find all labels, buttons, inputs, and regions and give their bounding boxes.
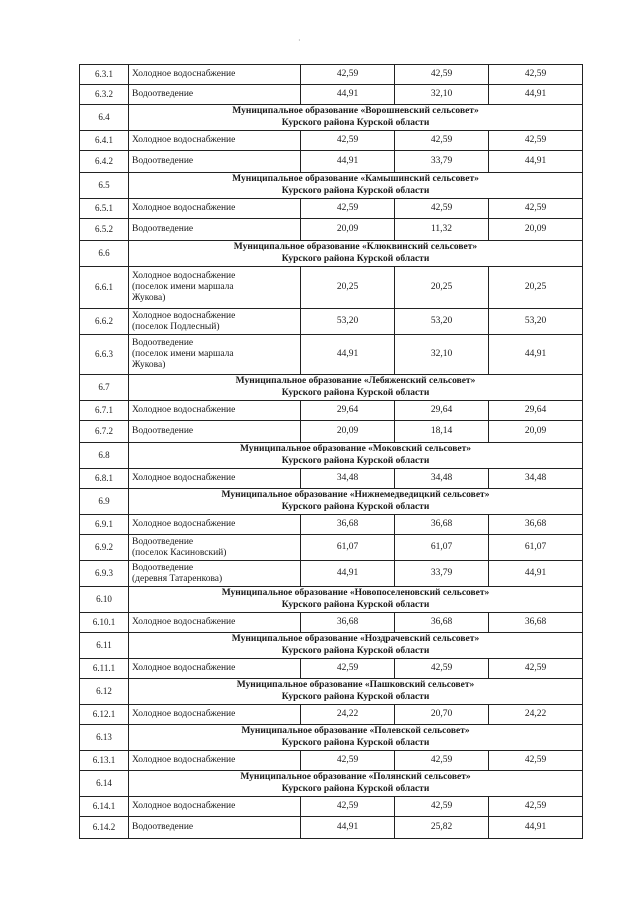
service-name-line: Холодное водоснабжение: [132, 801, 236, 811]
tariff-value: 44,91: [301, 335, 395, 375]
tariff-row: [80, 797, 583, 817]
tariff-row: [80, 535, 583, 561]
service-name: [129, 309, 301, 335]
section-title-line: Курского района Курской области: [281, 599, 430, 610]
service-name-line: Холодное водоснабжение: [132, 405, 236, 415]
tariff-value: 42,59: [489, 751, 583, 771]
row-number: 6.6: [80, 241, 129, 267]
tariff-row: [80, 267, 583, 309]
tariff-value: 36,68: [301, 613, 395, 633]
section-title-line: Муниципальное образование «Камышинский сельсовет»: [232, 174, 479, 184]
section-title-line: Муниципальное образование «Лебяженский сельсовет»: [235, 376, 476, 386]
service-name-line: (поселок Подлесный): [132, 321, 220, 332]
section-header-row: [80, 771, 583, 797]
section-title: [129, 241, 583, 267]
tariff-value: 29,64: [489, 401, 583, 421]
tariff-row: [80, 751, 583, 771]
tariff-value: 44,91: [489, 561, 583, 587]
row-number: 6.7.1: [80, 401, 129, 421]
scan-mark: ·: [298, 36, 301, 45]
tariff-value: 61,07: [301, 535, 395, 561]
tariff-value: 34,48: [301, 469, 395, 489]
row-number: 6.14.2: [80, 817, 129, 839]
row-number: 6.3.2: [80, 85, 129, 105]
tariff-row: [80, 309, 583, 335]
service-name-line: (поселок имени маршала: [132, 349, 234, 359]
service-name: [129, 85, 301, 105]
section-header-row: [80, 725, 583, 751]
service-name: [129, 613, 301, 633]
tariff-value: 61,07: [489, 535, 583, 561]
section-title-line: Муниципальное образование «Ворошневский сельсовет»: [232, 106, 479, 116]
tariff-value: 33,79: [395, 151, 489, 173]
section-header-row: [80, 375, 583, 401]
tariff-value: 34,48: [395, 469, 489, 489]
section-title-line: Курского района Курской области: [281, 455, 430, 466]
row-number: 6.12: [80, 679, 129, 705]
tariff-row: [80, 199, 583, 219]
row-number: 6.5.1: [80, 199, 129, 219]
tariff-value: 20,09: [489, 421, 583, 443]
row-number: 6.6.3: [80, 335, 129, 375]
service-name-line: Водоотведение: [132, 536, 194, 547]
section-title-line: Курского района Курской области: [281, 737, 430, 748]
tariff-row: [80, 85, 583, 105]
row-number: 6.14: [80, 771, 129, 797]
tariff-value: 42,59: [301, 797, 395, 817]
tariff-row: [80, 151, 583, 173]
section-title-line: Курского района Курской области: [281, 117, 430, 128]
tariff-value: 42,59: [489, 199, 583, 219]
tariff-value: 42,59: [395, 659, 489, 679]
tariff-value: 53,20: [395, 309, 489, 335]
service-name: [129, 421, 301, 443]
service-name: [129, 65, 301, 85]
tariff-value: 42,59: [301, 199, 395, 219]
row-number: 6.14.1: [80, 797, 129, 817]
tariff-value: 20,25: [395, 267, 489, 309]
service-name-line: Водоотведение: [132, 338, 194, 348]
tariff-value: 44,91: [489, 335, 583, 375]
tariff-table-body: [80, 65, 583, 839]
tariff-value: 29,64: [301, 401, 395, 421]
service-name: [129, 469, 301, 489]
section-title: [129, 633, 583, 659]
section-title-line: Муниципальное образование «Нижнемедведицкий сельсовет»: [221, 490, 490, 500]
service-name: [129, 705, 301, 725]
tariff-table: [79, 64, 583, 839]
section-title: [129, 771, 583, 797]
row-number: 6.11.1: [80, 659, 129, 679]
service-name-line: Холодное водоснабжение: [132, 69, 236, 79]
tariff-row: [80, 515, 583, 535]
section-header-row: [80, 587, 583, 613]
service-name: [129, 131, 301, 151]
section-title-line: Муниципальное образование «Новопоселеновский сельсовет»: [221, 588, 490, 598]
tariff-value: 42,59: [301, 65, 395, 85]
row-number: 6.7: [80, 375, 129, 401]
tariff-value: 42,59: [489, 797, 583, 817]
tariff-value: 20,09: [301, 421, 395, 443]
section-header-row: [80, 173, 583, 199]
section-title-line: Муниципальное образование «Ноздрачевский сельсовет»: [231, 634, 480, 644]
tariff-value: 42,59: [489, 659, 583, 679]
tariff-value: 36,68: [489, 613, 583, 633]
section-title-line: Муниципальное образование «Пашковский сельсовет»: [236, 680, 475, 690]
service-name: [129, 817, 301, 839]
tariff-value: 44,91: [301, 817, 395, 839]
tariff-value: 42,59: [395, 751, 489, 771]
service-name-line: Водоотведение: [132, 822, 194, 832]
service-name: [129, 199, 301, 219]
row-number: 6.4.1: [80, 131, 129, 151]
tariff-value: 42,59: [395, 131, 489, 151]
tariff-row: [80, 613, 583, 633]
tariff-value: 20,09: [301, 219, 395, 241]
tariff-value: 20,25: [301, 267, 395, 309]
section-title: [129, 375, 583, 401]
tariff-value: 44,91: [489, 151, 583, 173]
tariff-value: 36,68: [301, 515, 395, 535]
service-name: [129, 797, 301, 817]
tariff-value: 32,10: [395, 85, 489, 105]
section-title: [129, 679, 583, 705]
tariff-value: 44,91: [489, 817, 583, 839]
row-number: 6.5.2: [80, 219, 129, 241]
row-number: 6.4.2: [80, 151, 129, 173]
tariff-value: 44,91: [301, 561, 395, 587]
tariff-value: 36,68: [489, 515, 583, 535]
service-name-line: Холодное водоснабжение: [132, 617, 236, 627]
service-name-line: Холодное водоснабжение: [132, 135, 236, 145]
tariff-value: 53,20: [489, 309, 583, 335]
tariff-value: 20,25: [489, 267, 583, 309]
tariff-row: [80, 421, 583, 443]
row-number: 6.9: [80, 489, 129, 515]
service-name-line: Холодное водоснабжение: [132, 310, 236, 321]
tariff-row: [80, 131, 583, 151]
service-name: [129, 401, 301, 421]
service-name-line: Холодное водоснабжение: [132, 271, 236, 281]
row-number: 6.3.1: [80, 65, 129, 85]
row-number: 6.10: [80, 587, 129, 613]
row-number: 6.9.1: [80, 515, 129, 535]
tariff-value: 29,64: [395, 401, 489, 421]
service-name: [129, 659, 301, 679]
row-number: 6.8.1: [80, 469, 129, 489]
row-number: 6.6.1: [80, 267, 129, 309]
section-title: [129, 173, 583, 199]
tariff-value: 33,79: [395, 561, 489, 587]
section-header-row: [80, 443, 583, 469]
section-title-line: Курского района Курской области: [281, 253, 430, 264]
service-name-line: Холодное водоснабжение: [132, 203, 236, 213]
service-name-line: Жукова): [132, 293, 166, 303]
tariff-value: 44,91: [489, 85, 583, 105]
service-name: [129, 151, 301, 173]
tariff-value: 44,91: [301, 151, 395, 173]
service-name: [129, 535, 301, 561]
section-title: [129, 725, 583, 751]
row-number: 6.12.1: [80, 705, 129, 725]
tariff-value: 42,59: [395, 199, 489, 219]
section-title-line: Курского района Курской области: [281, 501, 430, 512]
row-number: 6.11: [80, 633, 129, 659]
section-header-row: [80, 633, 583, 659]
service-name: [129, 751, 301, 771]
service-name-line: Холодное водоснабжение: [132, 755, 236, 765]
section-header-row: [80, 241, 583, 267]
section-header-row: [80, 105, 583, 131]
service-name-line: Водоотведение: [132, 426, 194, 436]
service-name: [129, 335, 301, 375]
tariff-value: 42,59: [489, 131, 583, 151]
service-name-line: Холодное водоснабжение: [132, 709, 236, 719]
tariff-value: 34,48: [489, 469, 583, 489]
tariff-value: 42,59: [489, 65, 583, 85]
row-number: 6.13: [80, 725, 129, 751]
tariff-value: 61,07: [395, 535, 489, 561]
tariff-value: 24,22: [301, 705, 395, 725]
tariff-value: 42,59: [301, 131, 395, 151]
tariff-value: 42,59: [301, 659, 395, 679]
row-number: 6.5: [80, 173, 129, 199]
section-title-line: Муниципальное образование «Клюквинский сельсовет»: [233, 242, 478, 252]
tariff-value: 36,68: [395, 515, 489, 535]
section-title-line: Муниципальное образование «Полянский сельсовет»: [240, 772, 471, 782]
tariff-value: 42,59: [301, 751, 395, 771]
service-name-line: Водоотведение: [132, 562, 194, 573]
service-name-line: (поселок Касиновский): [132, 547, 227, 558]
service-name: [129, 267, 301, 309]
section-title-line: Муниципальное образование «Полевской сельсовет»: [241, 726, 470, 736]
section-title-line: Муниципальное образование «Моковский сельсовет»: [239, 444, 472, 454]
section-header-row: [80, 489, 583, 515]
tariff-row: [80, 561, 583, 587]
tariff-value: 20,70: [395, 705, 489, 725]
tariff-value: 32,10: [395, 335, 489, 375]
tariff-value: 42,59: [395, 797, 489, 817]
service-name-line: Холодное водоснабжение: [132, 519, 236, 529]
service-name-line: Холодное водоснабжение: [132, 473, 236, 483]
row-number: 6.13.1: [80, 751, 129, 771]
tariff-value: 24,22: [489, 705, 583, 725]
row-number: 6.7.2: [80, 421, 129, 443]
service-name-line: (поселок имени маршала: [132, 282, 234, 292]
tariff-row: [80, 659, 583, 679]
section-title: [129, 587, 583, 613]
row-number: 6.10.1: [80, 613, 129, 633]
tariff-value: 11,32: [395, 219, 489, 241]
tariff-row: [80, 469, 583, 489]
service-name: [129, 515, 301, 535]
service-name-line: Водоотведение: [132, 224, 194, 234]
service-name-line: Холодное водоснабжение: [132, 663, 236, 673]
service-name-line: Водоотведение: [132, 156, 194, 166]
tariff-value: 44,91: [301, 85, 395, 105]
tariff-row: [80, 705, 583, 725]
row-number: 6.9.2: [80, 535, 129, 561]
section-title-line: Курского района Курской области: [281, 645, 430, 656]
tariff-row: [80, 817, 583, 839]
row-number: 6.6.2: [80, 309, 129, 335]
tariff-value: 36,68: [395, 613, 489, 633]
tariff-value: 25,82: [395, 817, 489, 839]
row-number: 6.9.3: [80, 561, 129, 587]
row-number: 6.4: [80, 105, 129, 131]
tariff-value: 20,09: [489, 219, 583, 241]
section-title-line: Курского района Курской области: [281, 691, 430, 702]
service-name-line: Водоотведение: [132, 89, 194, 99]
section-title-line: Курского района Курской области: [281, 783, 430, 794]
row-number: 6.8: [80, 443, 129, 469]
section-header-row: [80, 679, 583, 705]
tariff-row: [80, 65, 583, 85]
service-name-line: (деревня Татаренкова): [132, 573, 223, 584]
tariff-value: 18,14: [395, 421, 489, 443]
section-title: [129, 443, 583, 469]
service-name: [129, 219, 301, 241]
tariff-row: [80, 401, 583, 421]
tariff-row: [80, 219, 583, 241]
section-title-line: Курского района Курской области: [281, 185, 430, 196]
section-title-line: Курского района Курской области: [281, 387, 430, 398]
section-title: [129, 105, 583, 131]
tariff-value: 42,59: [395, 65, 489, 85]
tariff-value: 53,20: [301, 309, 395, 335]
service-name: [129, 561, 301, 587]
section-title: [129, 489, 583, 515]
service-name-line: Жукова): [132, 360, 166, 370]
tariff-row: [80, 335, 583, 375]
